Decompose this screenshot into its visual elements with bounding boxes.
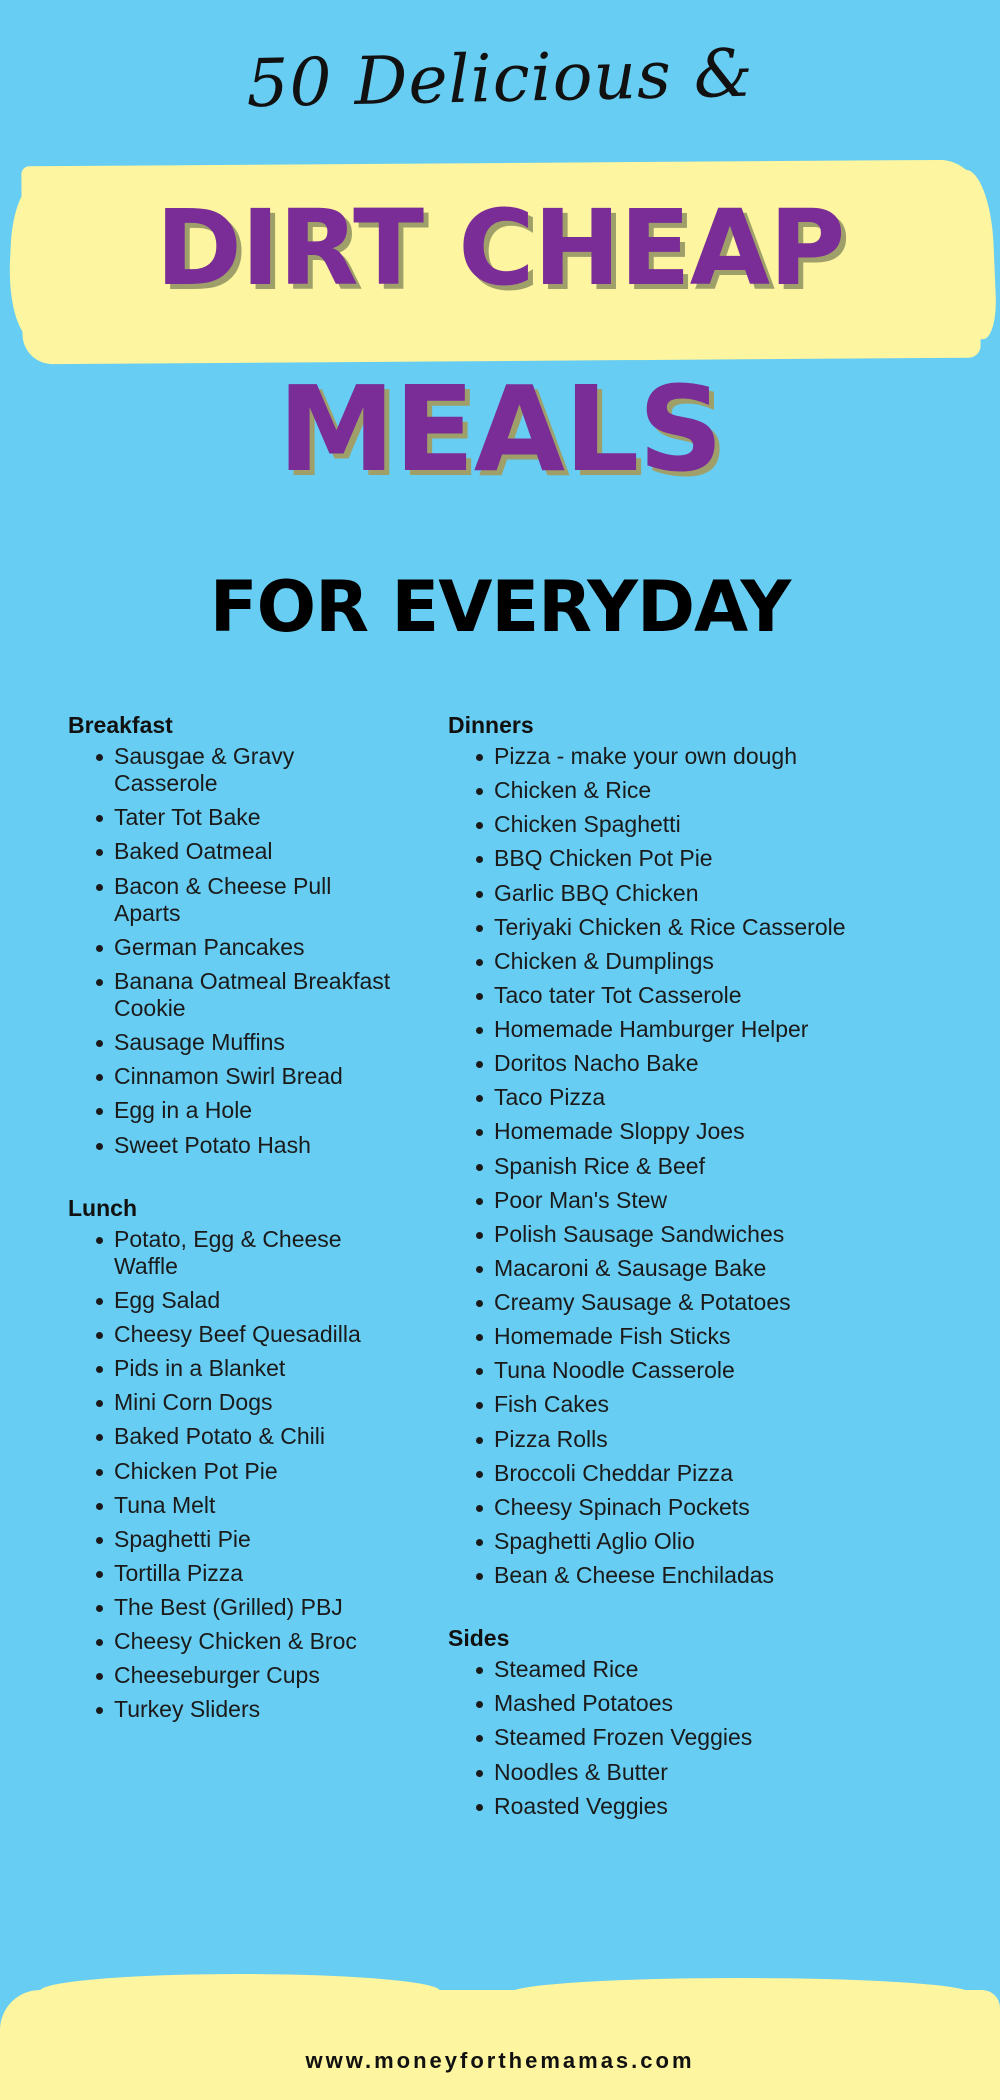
meal-columns xyxy=(60,712,960,1827)
list-lunch xyxy=(60,1226,400,1724)
list-item: Pids in a Blanket xyxy=(96,1355,400,1382)
list-item: Baked Oatmeal xyxy=(96,838,400,865)
list-item: BBQ Chicken Pot Pie xyxy=(476,845,900,872)
list-item: Garlic BBQ Chicken xyxy=(476,880,900,907)
list-item: Pizza - make your own dough xyxy=(476,743,900,770)
list-dinners xyxy=(440,743,900,1589)
list-item: Steamed Rice xyxy=(476,1656,900,1683)
list-item: Fish Cakes xyxy=(476,1391,900,1418)
subtitle: FOR EVERYDAY xyxy=(209,566,791,648)
list-item: Sausgae & Gravy Casserole xyxy=(96,743,400,797)
list-item: Egg Salad xyxy=(96,1287,400,1314)
list-item: Doritos Nacho Bake xyxy=(476,1050,900,1077)
title-line-1: DIRT CHEAP xyxy=(155,187,845,309)
list-item: Broccoli Cheddar Pizza xyxy=(476,1460,900,1487)
list-item: Chicken Pot Pie xyxy=(96,1458,400,1485)
list-item: Spanish Rice & Beef xyxy=(476,1153,900,1180)
list-item: Bean & Cheese Enchiladas xyxy=(476,1562,900,1589)
footer-band xyxy=(0,1990,1000,2100)
list-item: Spaghetti Aglio Olio xyxy=(476,1528,900,1555)
list-item: Tortilla Pizza xyxy=(96,1560,400,1587)
section-title-sides: Sides xyxy=(448,1625,510,1652)
section-sides xyxy=(440,1625,900,1820)
list-item: Cheeseburger Cups xyxy=(96,1662,400,1689)
list-item: Potato, Egg & Cheese Waffle xyxy=(96,1226,400,1280)
list-item: Baked Potato & Chili xyxy=(96,1423,400,1450)
list-item: Macaroni & Sausage Bake xyxy=(476,1255,900,1282)
list-item: Noodles & Butter xyxy=(476,1759,900,1786)
list-item: Taco Pizza xyxy=(476,1084,900,1111)
list-item: Chicken & Rice xyxy=(476,777,900,804)
list-item: Turkey Sliders xyxy=(96,1696,400,1723)
list-item: Taco tater Tot Casserole xyxy=(476,982,900,1009)
list-item: Egg in a Hole xyxy=(96,1097,400,1124)
section-dinners xyxy=(440,712,900,1589)
section-title-lunch: Lunch xyxy=(68,1194,137,1221)
list-item: Sweet Potato Hash xyxy=(96,1132,400,1159)
list-item: Tater Tot Bake xyxy=(96,804,400,831)
list-item: Cheesy Beef Quesadilla xyxy=(96,1321,400,1348)
list-item: Steamed Frozen Veggies xyxy=(476,1724,900,1751)
list-item: Tuna Noodle Casserole xyxy=(476,1357,900,1384)
list-item: German Pancakes xyxy=(96,934,400,961)
headline-script: 50 Delicious & xyxy=(245,34,755,123)
section-title-dinners: Dinners xyxy=(448,712,534,738)
list-item: Mashed Potatoes xyxy=(476,1690,900,1717)
list-item: Mini Corn Dogs xyxy=(96,1389,400,1416)
list-breakfast xyxy=(60,743,400,1159)
list-item: Roasted Veggies xyxy=(476,1793,900,1820)
list-item: Teriyaki Chicken & Rice Casserole xyxy=(476,914,900,941)
title-line-2: MEALS xyxy=(277,360,723,498)
left-column xyxy=(60,712,400,1827)
list-item: Spaghetti Pie xyxy=(96,1526,400,1553)
section-lunch xyxy=(60,1195,400,1724)
list-item: Cheesy Chicken & Broc xyxy=(96,1628,400,1655)
list-item: Tuna Melt xyxy=(96,1492,400,1519)
list-item: Sausage Muffins xyxy=(96,1029,400,1056)
list-item: Poor Man's Stew xyxy=(476,1187,900,1214)
list-item: Homemade Sloppy Joes xyxy=(476,1118,900,1145)
list-item: Creamy Sausage & Potatoes xyxy=(476,1289,900,1316)
list-item: The Best (Grilled) PBJ xyxy=(96,1594,400,1621)
list-sides xyxy=(440,1656,900,1820)
list-item: Bacon & Cheese Pull Aparts xyxy=(96,873,400,927)
footer-website-url[interactable]: www.moneyforthemamas.com xyxy=(305,2048,695,2073)
list-item: Pizza Rolls xyxy=(476,1426,900,1453)
list-item: Polish Sausage Sandwiches xyxy=(476,1221,900,1248)
list-item: Homemade Fish Sticks xyxy=(476,1323,900,1350)
list-item: Homemade Hamburger Helper xyxy=(476,1016,900,1043)
list-item: Cheesy Spinach Pockets xyxy=(476,1494,900,1521)
right-column xyxy=(440,712,900,1827)
list-item: Cinnamon Swirl Bread xyxy=(96,1063,400,1090)
list-item: Chicken & Dumplings xyxy=(476,948,900,975)
section-breakfast xyxy=(60,712,400,1159)
list-item: Chicken Spaghetti xyxy=(476,811,900,838)
section-title-breakfast: Breakfast xyxy=(68,712,173,738)
list-item: Banana Oatmeal Breakfast Cookie xyxy=(96,968,400,1022)
